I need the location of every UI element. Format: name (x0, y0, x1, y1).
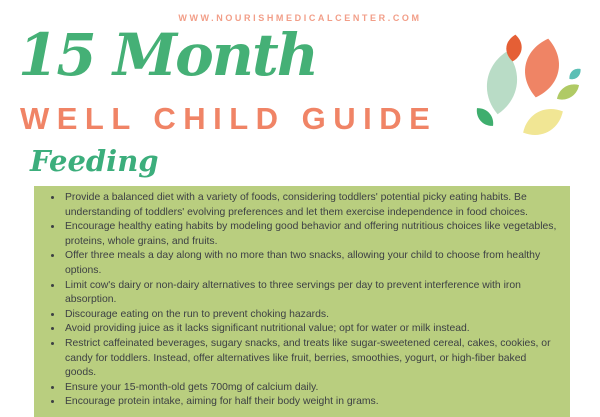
feeding-content-box (34, 186, 570, 417)
feeding-bullet-list (46, 191, 558, 410)
website-url: WWW.NOURISHMEDICALCENTER.COM (178, 13, 422, 23)
page-title-main: WELL CHILD GUIDE (20, 101, 438, 136)
mint-leaf-icon (483, 50, 521, 117)
yellow-leaf-icon (518, 102, 568, 143)
feeding-bullet: • Provide a balanced diet with a variety of foods, considering toddlers' potential picky eating habits. Be understanding of toddlers' evolving preferences and let them exercise independence in food choices. (63, 191, 558, 220)
feeding-bullet: • Restrict caffeinated beverages, sugary snacks, and treats like sugar-sweetened cereal, cakes, cookies, or candy for toddlers. Instead, offer alternatives like fruit, berries, smoothies, yogurt, or high-fiber baked goods. (63, 337, 558, 381)
teal-leaf-icon (567, 66, 584, 82)
feeding-bullet: • Limit cow's dairy or non-dairy alternatives to three servings per day to prevent interference with iron absorption. (63, 279, 558, 308)
feeding-bullet: • Discourage eating on the run to prevent choking hazards. (63, 308, 558, 323)
feeding-bullet: • Offer three meals a day along with no more than two snacks, allowing your child to choose from healthy options. (63, 249, 558, 278)
feeding-bullet: • Encourage protein intake, aiming for half their body weight in grams. (63, 395, 558, 410)
coral-leaf-icon (519, 35, 564, 101)
page-title-script: 15 Month (18, 21, 317, 89)
feeding-bullet: • Avoid providing juice as it lacks significant nutritional value; opt for water or milk instead. (63, 322, 558, 337)
olive-leaf-icon (554, 80, 582, 104)
leaf-cluster-logo (466, 30, 598, 142)
section-heading-feeding: Feeding (30, 144, 159, 178)
feeding-bullet: • Ensure your 15-month-old gets 700mg of calcium daily. (63, 381, 558, 396)
feeding-bullet: • Encourage healthy eating habits by modeling good behavior and offering nutritious choices like vegetables, proteins, whole grains, and fruits. (63, 220, 558, 249)
